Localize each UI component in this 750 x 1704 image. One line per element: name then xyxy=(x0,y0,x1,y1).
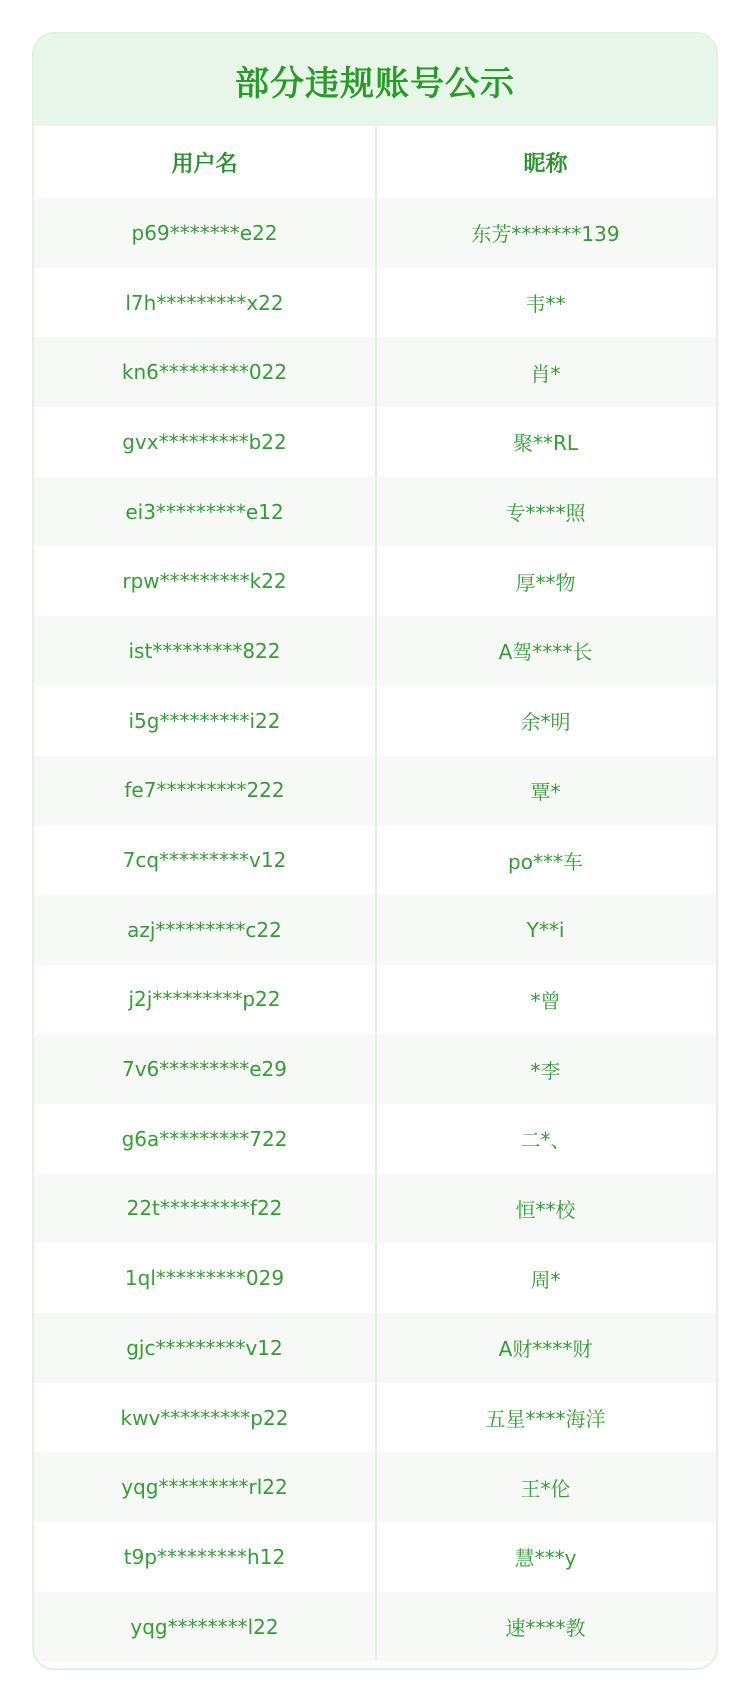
username-cell: 1ql*********029 xyxy=(124,1266,285,1291)
violation-list-card xyxy=(32,32,718,1670)
nickname-cell: 专****照 xyxy=(505,501,586,526)
username-cell: fe7*********222 xyxy=(124,778,285,803)
nickname-cell: 速****教 xyxy=(505,1616,586,1641)
username-cell: yqg*********rl22 xyxy=(121,1475,288,1500)
header-username: 用户名 xyxy=(171,151,238,177)
username-cell: g6a*********722 xyxy=(121,1126,288,1151)
nickname-cell: *李 xyxy=(530,1058,561,1083)
nickname-cell: 周* xyxy=(530,1267,561,1292)
username-cell: ist*********822 xyxy=(128,638,281,663)
nickname-cell: 覃* xyxy=(530,779,561,804)
username-cell: i5g*********i22 xyxy=(128,708,281,733)
username-cell: p69*******e22 xyxy=(131,220,278,245)
username-cell: 22t*********f22 xyxy=(126,1196,283,1221)
nickname-cell: 五星****海洋 xyxy=(485,1407,606,1432)
header-nickname: 昵称 xyxy=(523,151,568,177)
nickname-cell: 余*明 xyxy=(520,710,571,735)
column-divider xyxy=(375,126,377,1661)
username-cell: j2j*********p22 xyxy=(128,987,281,1012)
username-cell: yqg********l22 xyxy=(130,1614,279,1639)
username-cell: azj*********c22 xyxy=(127,917,282,942)
nickname-cell: Y**i xyxy=(526,917,565,942)
username-cell: rpw*********k22 xyxy=(122,569,287,594)
username-cell: gjc*********v12 xyxy=(126,1335,283,1360)
username-cell: t9p*********h12 xyxy=(123,1544,286,1569)
violation-table xyxy=(34,126,716,1661)
nickname-cell: 厚**物 xyxy=(515,570,576,595)
nickname-cell: 王*伦 xyxy=(520,1476,571,1501)
page-title: 部分违规账号公示 xyxy=(235,63,515,104)
username-cell: l7h*********x22 xyxy=(125,290,284,315)
username-cell: gvx*********b22 xyxy=(122,429,287,454)
nickname-cell: 慧***y xyxy=(514,1546,577,1571)
nickname-cell: A财****财 xyxy=(498,1337,593,1362)
nickname-cell: *曾 xyxy=(530,988,561,1013)
nickname-cell: 二*、 xyxy=(520,1128,571,1153)
nickname-cell: 肖* xyxy=(530,361,561,386)
title-bar xyxy=(34,34,716,126)
username-cell: kwv*********p22 xyxy=(120,1405,289,1430)
username-cell: 7cq*********v12 xyxy=(122,848,287,873)
nickname-cell: po***车 xyxy=(508,849,583,874)
nickname-cell: A驾****长 xyxy=(498,640,593,665)
username-cell: ei3*********e12 xyxy=(125,499,284,524)
nickname-cell: 恒**校 xyxy=(515,1197,576,1222)
username-cell: 7v6*********e29 xyxy=(121,1057,288,1082)
nickname-cell: 聚**RL xyxy=(512,431,579,456)
nickname-cell: 东芳*******139 xyxy=(471,222,620,247)
nickname-cell: 韦** xyxy=(525,292,566,317)
username-cell: kn6*********022 xyxy=(121,360,288,385)
